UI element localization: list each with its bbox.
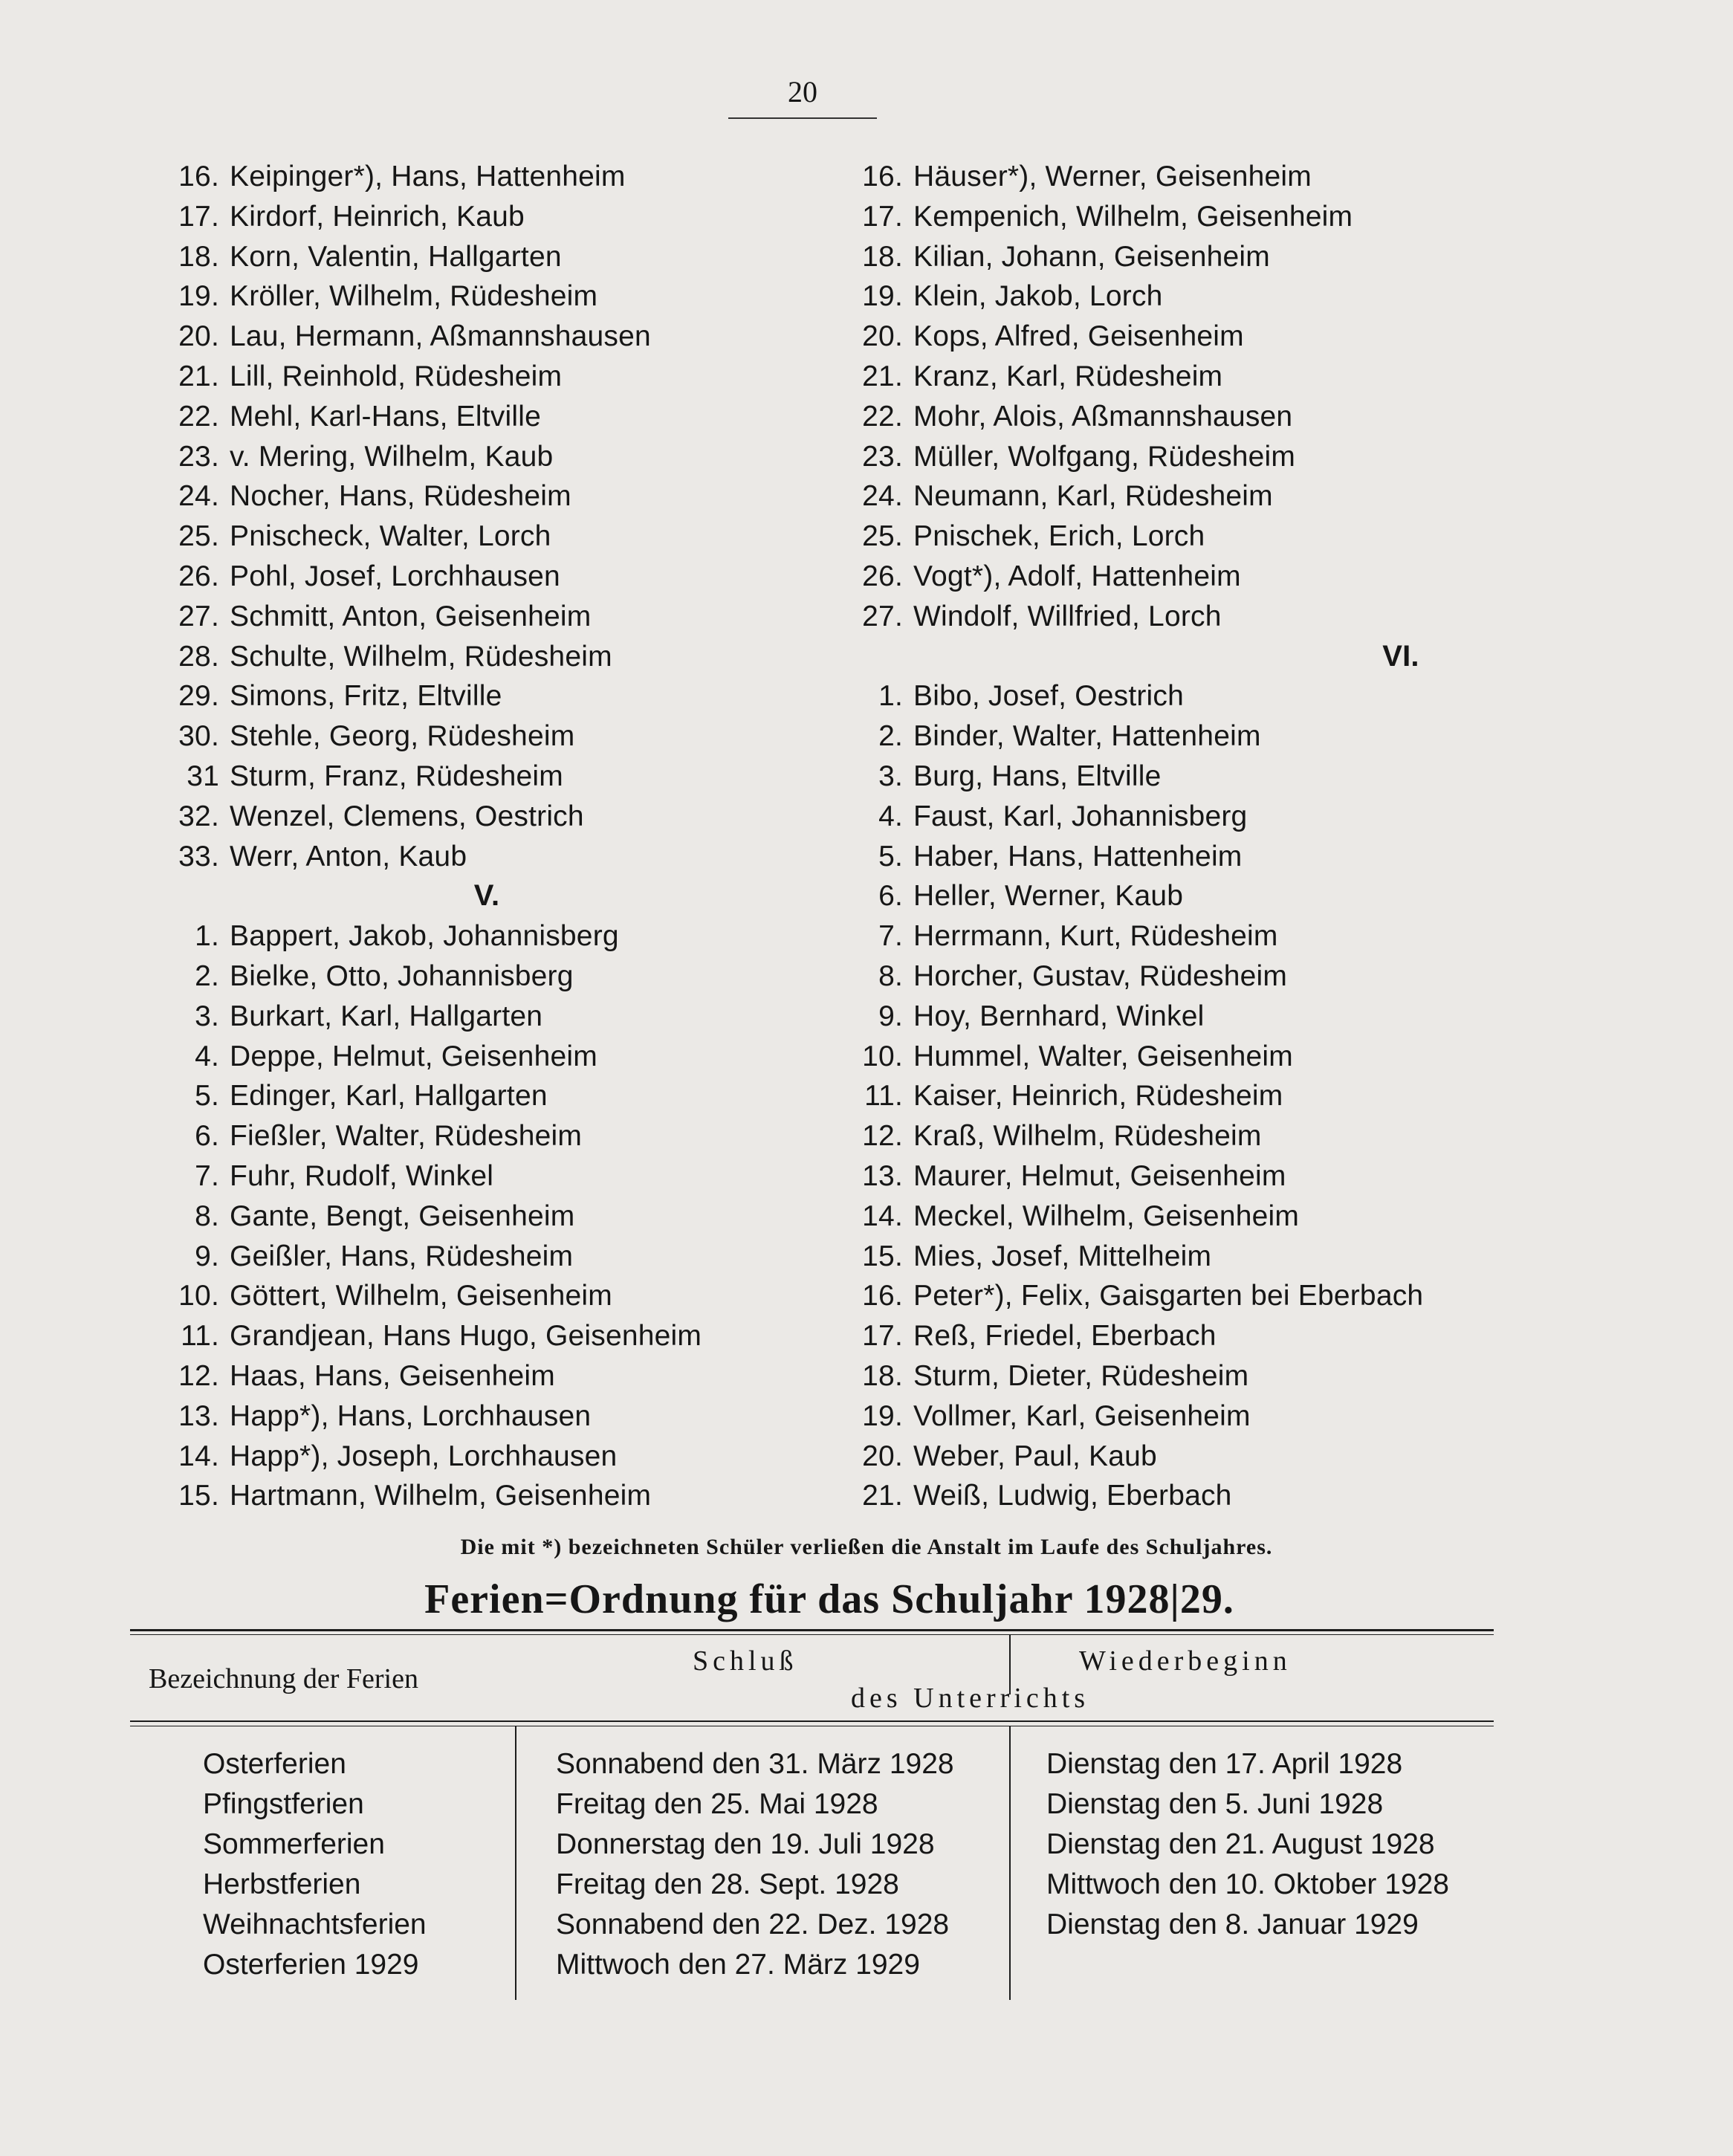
list-item bbox=[843, 1156, 1676, 1197]
list-item bbox=[843, 1276, 1676, 1316]
list-item-number: 27. bbox=[178, 600, 219, 632]
list-item-text: Göttert, Wilhelm, Geisenheim bbox=[230, 1280, 612, 1312]
list-item-number: 8. bbox=[878, 959, 903, 992]
holiday-restart-cell: Dienstag den 5. Juni 1928 bbox=[1046, 1788, 1384, 1820]
list-item-number: 17. bbox=[178, 200, 219, 233]
header-restart: Wiederbeginn bbox=[1079, 1645, 1292, 1677]
header-end: Schluß bbox=[693, 1645, 798, 1677]
list-item bbox=[160, 1156, 873, 1197]
list-item bbox=[160, 1037, 873, 1077]
list-item bbox=[160, 476, 873, 517]
list-item bbox=[160, 357, 873, 397]
list-item-text: Maurer, Helmut, Geisenheim bbox=[913, 1159, 1286, 1192]
list-item bbox=[160, 797, 873, 837]
list-item-number: 21. bbox=[862, 1480, 903, 1512]
list-item bbox=[843, 876, 1676, 916]
list-item-number: 12. bbox=[178, 1359, 219, 1392]
holiday-end-cell: Donnerstag den 19. Juli 1928 bbox=[556, 1828, 935, 1860]
list-item bbox=[160, 1476, 873, 1516]
list-item-text: Heller, Werner, Kaub bbox=[913, 880, 1184, 913]
list-item-number: 25. bbox=[178, 520, 219, 553]
list-item-text: Faust, Karl, Johannisberg bbox=[913, 800, 1248, 832]
list-item bbox=[843, 437, 1676, 477]
table-row bbox=[0, 1909, 1733, 1949]
list-item bbox=[843, 1356, 1676, 1396]
list-item-text: Peter*), Felix, Gaisgarten bei Eberbach bbox=[913, 1280, 1424, 1312]
list-item-text: Kilian, Johann, Geisenheim bbox=[913, 240, 1270, 273]
list-item bbox=[160, 757, 873, 797]
list-item-number: 33. bbox=[178, 840, 219, 873]
list-item bbox=[160, 397, 873, 437]
list-item bbox=[160, 1437, 873, 1477]
list-item bbox=[843, 1437, 1676, 1477]
list-item bbox=[160, 1197, 873, 1237]
holiday-restart-cell: Mittwoch den 10. Oktober 1928 bbox=[1046, 1868, 1449, 1900]
student-list-left-column bbox=[160, 157, 873, 1516]
table-row bbox=[0, 1868, 1733, 1909]
list-item bbox=[843, 716, 1676, 757]
list-item-text: Binder, Walter, Hattenheim bbox=[913, 720, 1261, 753]
list-item-text: Geißler, Hans, Rüdesheim bbox=[230, 1240, 574, 1272]
list-item-text: Happ*), Joseph, Lorchhausen bbox=[230, 1440, 618, 1472]
list-item-text: Reß, Friedel, Eberbach bbox=[913, 1320, 1217, 1353]
list-item-number: 18. bbox=[178, 240, 219, 273]
list-item-number: 22. bbox=[862, 400, 903, 433]
list-item-number: 17. bbox=[862, 1320, 903, 1353]
list-item bbox=[843, 276, 1676, 317]
list-item-text: Haas, Hans, Geisenheim bbox=[230, 1359, 555, 1392]
list-item-number: 25. bbox=[862, 520, 903, 553]
list-item-number: 10. bbox=[862, 1040, 903, 1072]
holiday-end-cell: Mittwoch den 27. März 1929 bbox=[556, 1949, 920, 1981]
list-item bbox=[843, 157, 1676, 197]
list-item-text: Deppe, Helmut, Geisenheim bbox=[230, 1040, 597, 1072]
list-item bbox=[160, 956, 873, 997]
holiday-end-cell: Freitag den 28. Sept. 1928 bbox=[556, 1868, 899, 1900]
list-item-number: 21. bbox=[862, 360, 903, 392]
list-item-number: 30. bbox=[178, 720, 219, 753]
table-row bbox=[0, 1949, 1733, 1989]
list-item-text: Keipinger*), Hans, Hattenheim bbox=[230, 161, 626, 192]
footnote: Die mit *) bezeichneten Schüler verließen die Anstalt im Laufe des Schuljahres. bbox=[460, 1535, 1273, 1559]
list-item-number: 16. bbox=[178, 161, 219, 192]
list-item bbox=[160, 1076, 873, 1116]
table-row bbox=[0, 1828, 1733, 1868]
list-item-text: Bappert, Jakob, Johannisberg bbox=[230, 920, 619, 953]
list-item-text: Weiß, Ludwig, Eberbach bbox=[913, 1480, 1232, 1512]
list-item-text: Häuser*), Werner, Geisenheim bbox=[913, 161, 1312, 192]
list-item bbox=[160, 276, 873, 317]
list-item-text: Kirdorf, Heinrich, Kaub bbox=[230, 200, 525, 233]
list-item bbox=[160, 676, 873, 716]
list-item-number: 12. bbox=[862, 1120, 903, 1153]
table-row bbox=[0, 1788, 1733, 1828]
list-item bbox=[843, 1316, 1676, 1356]
list-item bbox=[160, 157, 873, 197]
list-item bbox=[843, 837, 1676, 877]
holiday-end-cell: Freitag den 25. Mai 1928 bbox=[556, 1788, 878, 1820]
list-item-text: Fießler, Walter, Rüdesheim bbox=[230, 1120, 583, 1153]
list-item bbox=[843, 1237, 1676, 1277]
holiday-name-cell: Osterferien bbox=[203, 1748, 346, 1780]
list-item bbox=[843, 1116, 1676, 1156]
list-item-text: Hartmann, Wilhelm, Geisenheim bbox=[230, 1480, 652, 1512]
header-of-lessons: des Unterrichts bbox=[851, 1683, 1090, 1714]
list-item-text: Müller, Wolfgang, Rüdesheim bbox=[913, 440, 1296, 473]
list-item-number: 7. bbox=[195, 1159, 219, 1192]
list-item bbox=[160, 916, 873, 956]
list-item-number: 14. bbox=[862, 1200, 903, 1232]
list-item-number: 10. bbox=[178, 1280, 219, 1312]
class-iv-continued-list bbox=[160, 157, 873, 876]
list-item bbox=[843, 517, 1676, 557]
list-item-text: Horcher, Gustav, Rüdesheim bbox=[913, 959, 1288, 992]
list-item-number: 28. bbox=[178, 640, 219, 673]
list-item-text: Burg, Hans, Eltville bbox=[913, 760, 1162, 792]
list-item-number: 19. bbox=[862, 280, 903, 313]
list-item bbox=[843, 1197, 1676, 1237]
class-vi-list bbox=[843, 676, 1676, 1516]
list-item bbox=[160, 317, 873, 357]
list-item-number: 11. bbox=[181, 1320, 219, 1353]
class-v-continued-list bbox=[843, 157, 1676, 637]
holiday-name-cell: Weihnachtsferien bbox=[203, 1909, 427, 1940]
list-item-text: Burkart, Karl, Hallgarten bbox=[230, 1000, 543, 1032]
list-item-text: v. Mering, Wilhelm, Kaub bbox=[230, 440, 554, 473]
list-item-number: 11. bbox=[864, 1080, 903, 1113]
list-item bbox=[843, 916, 1676, 956]
list-item bbox=[843, 797, 1676, 837]
list-item-text: Mies, Josef, Mittelheim bbox=[913, 1240, 1212, 1272]
list-item-text: Kops, Alfred, Geisenheim bbox=[913, 320, 1244, 353]
list-item-text: Bielke, Otto, Johannisberg bbox=[230, 959, 574, 992]
list-item-number: 8. bbox=[195, 1200, 219, 1232]
list-item-number: 20. bbox=[862, 320, 903, 353]
list-item-text: Kröller, Wilhelm, Rüdesheim bbox=[230, 280, 598, 313]
list-item-number: 16. bbox=[862, 1280, 903, 1312]
list-item-number: 22. bbox=[178, 400, 219, 433]
holiday-name-cell: Osterferien 1929 bbox=[203, 1949, 419, 1981]
list-item-number: 16. bbox=[862, 161, 903, 192]
list-item-number: 9. bbox=[195, 1240, 219, 1272]
list-item-text: Vollmer, Karl, Geisenheim bbox=[913, 1399, 1251, 1432]
list-item bbox=[160, 1237, 873, 1277]
list-item-text: Simons, Fritz, Eltville bbox=[230, 680, 502, 713]
list-item-number: 23. bbox=[862, 440, 903, 473]
list-item bbox=[843, 397, 1676, 437]
list-item bbox=[160, 716, 873, 757]
holiday-restart-cell: Dienstag den 17. April 1928 bbox=[1046, 1748, 1403, 1780]
list-item bbox=[160, 557, 873, 597]
list-item-number: 2. bbox=[195, 959, 219, 992]
header-holiday-name: Bezeichnung der Ferien bbox=[149, 1663, 418, 1694]
class-v-list bbox=[160, 916, 873, 1516]
list-item-number: 5. bbox=[878, 840, 903, 873]
table-row bbox=[0, 1748, 1733, 1788]
list-item bbox=[843, 237, 1676, 277]
list-item-text: Haber, Hans, Hattenheim bbox=[913, 840, 1243, 873]
list-item bbox=[843, 1037, 1676, 1077]
list-item bbox=[843, 757, 1676, 797]
student-list-right-column bbox=[843, 157, 1676, 1516]
list-item-text: Kaiser, Heinrich, Rüdesheim bbox=[913, 1080, 1283, 1113]
list-item-text: Fuhr, Rudolf, Winkel bbox=[230, 1159, 494, 1192]
list-item-number: 29. bbox=[178, 680, 219, 713]
list-item-text: Pnischek, Erich, Lorch bbox=[913, 520, 1205, 553]
list-item-text: Grandjean, Hans Hugo, Geisenheim bbox=[230, 1320, 702, 1353]
holiday-end-cell: Sonnabend den 22. Dez. 1928 bbox=[556, 1909, 950, 1940]
holiday-name-cell: Pfingstferien bbox=[203, 1788, 364, 1820]
list-item-number: 13. bbox=[178, 1399, 219, 1432]
list-item-number: 6. bbox=[195, 1120, 219, 1153]
table-top-rule bbox=[130, 1629, 1494, 1631]
list-item-text: Mohr, Alois, Aßmannshausen bbox=[913, 400, 1293, 433]
list-item bbox=[843, 1476, 1676, 1516]
class-v-heading: V. bbox=[473, 879, 500, 913]
list-item-number: 21. bbox=[178, 360, 219, 392]
table-top-rule-thin bbox=[130, 1634, 1494, 1635]
list-item bbox=[843, 676, 1676, 716]
list-item-text: Kranz, Karl, Rüdesheim bbox=[913, 360, 1223, 392]
list-item bbox=[160, 237, 873, 277]
class-vi-heading: VI. bbox=[1382, 639, 1419, 673]
list-item-text: Nocher, Hans, Rüdesheim bbox=[230, 480, 571, 513]
holiday-restart-cell: Dienstag den 21. August 1928 bbox=[1046, 1828, 1435, 1860]
list-item bbox=[160, 517, 873, 557]
list-item bbox=[160, 637, 873, 677]
holiday-name-cell: Herbstferien bbox=[203, 1868, 361, 1900]
list-item-number: 24. bbox=[178, 480, 219, 513]
list-item-text: Korn, Valentin, Hallgarten bbox=[230, 240, 562, 273]
list-item-text: Lau, Hermann, Aßmannshausen bbox=[230, 320, 651, 353]
list-item-text: Klein, Jakob, Lorch bbox=[913, 280, 1163, 313]
list-item-text: Stehle, Georg, Rüdesheim bbox=[230, 720, 575, 753]
holiday-name-cell: Sommerferien bbox=[203, 1828, 385, 1860]
list-item bbox=[843, 476, 1676, 517]
list-item-text: Weber, Paul, Kaub bbox=[913, 1440, 1157, 1472]
list-item-number: 17. bbox=[862, 200, 903, 233]
page-number: 20 bbox=[788, 75, 817, 109]
page-number-rule bbox=[728, 117, 877, 119]
list-item-text: Herrmann, Kurt, Rüdesheim bbox=[913, 920, 1278, 953]
list-item bbox=[160, 197, 873, 237]
list-item-text: Kempenich, Wilhelm, Geisenheim bbox=[913, 200, 1353, 233]
list-item-text: Happ*), Hans, Lorchhausen bbox=[230, 1399, 592, 1432]
list-item-number: 18. bbox=[862, 240, 903, 273]
list-item-number: 1. bbox=[878, 680, 903, 713]
list-item bbox=[843, 997, 1676, 1037]
list-item-number: 26. bbox=[178, 560, 219, 592]
list-item bbox=[160, 1276, 873, 1316]
list-item-number: 1. bbox=[195, 920, 219, 953]
list-item-number: 3. bbox=[878, 760, 903, 792]
table-header-rule bbox=[130, 1720, 1494, 1722]
list-item bbox=[160, 1316, 873, 1356]
list-item-number: 15. bbox=[862, 1240, 903, 1272]
list-item-text: Schmitt, Anton, Geisenheim bbox=[230, 600, 592, 632]
list-item-number: 26. bbox=[862, 560, 903, 592]
list-item-number: 14. bbox=[178, 1440, 219, 1472]
list-item-text: Neumann, Karl, Rüdesheim bbox=[913, 480, 1273, 513]
list-item-text: Wenzel, Clemens, Oestrich bbox=[230, 800, 584, 832]
list-item bbox=[160, 597, 873, 637]
list-item bbox=[160, 997, 873, 1037]
list-item-number: 7. bbox=[878, 920, 903, 953]
list-item-text: Lill, Reinhold, Rüdesheim bbox=[230, 360, 563, 392]
list-item-text: Gante, Bengt, Geisenheim bbox=[230, 1200, 575, 1232]
list-item-number: 2. bbox=[878, 720, 903, 753]
list-item-number: 13. bbox=[862, 1159, 903, 1192]
list-item bbox=[843, 956, 1676, 997]
list-item-text: Werr, Anton, Kaub bbox=[230, 840, 467, 873]
list-item-text: Hoy, Bernhard, Winkel bbox=[913, 1000, 1205, 1032]
list-item bbox=[843, 557, 1676, 597]
list-item-text: Pohl, Josef, Lorchhausen bbox=[230, 560, 560, 592]
list-item-number: 4. bbox=[195, 1040, 219, 1072]
list-item bbox=[843, 357, 1676, 397]
list-item-number: 23. bbox=[178, 440, 219, 473]
list-item-number: 19. bbox=[178, 280, 219, 313]
list-item-number: 31 bbox=[187, 760, 219, 792]
list-item-text: Hummel, Walter, Geisenheim bbox=[913, 1040, 1293, 1072]
holiday-schedule-title: Ferien=Ordnung für das Schuljahr 1928|29. bbox=[424, 1576, 1234, 1622]
holiday-restart-cell: Dienstag den 8. Januar 1929 bbox=[1046, 1909, 1419, 1940]
list-item bbox=[160, 1356, 873, 1396]
list-item-number: 27. bbox=[862, 600, 903, 632]
list-item bbox=[843, 1396, 1676, 1437]
list-item-text: Bibo, Josef, Oestrich bbox=[913, 680, 1185, 713]
list-item-number: 32. bbox=[178, 800, 219, 832]
list-item-number: 20. bbox=[178, 320, 219, 353]
list-item-text: Meckel, Wilhelm, Geisenheim bbox=[913, 1200, 1300, 1232]
list-item bbox=[843, 1076, 1676, 1116]
list-item-number: 18. bbox=[862, 1359, 903, 1392]
list-item bbox=[160, 437, 873, 477]
list-item-number: 19. bbox=[862, 1399, 903, 1432]
list-item bbox=[160, 1116, 873, 1156]
list-item-text: Kraß, Wilhelm, Rüdesheim bbox=[913, 1120, 1262, 1153]
list-item bbox=[843, 317, 1676, 357]
list-item-text: Windolf, Willfried, Lorch bbox=[913, 600, 1222, 632]
list-item bbox=[160, 837, 873, 877]
list-item-text: Mehl, Karl-Hans, Eltville bbox=[230, 400, 541, 433]
list-item bbox=[843, 597, 1676, 637]
list-item-text: Sturm, Dieter, Rüdesheim bbox=[913, 1359, 1249, 1392]
list-item-number: 5. bbox=[195, 1080, 219, 1113]
list-item-number: 20. bbox=[862, 1440, 903, 1472]
list-item-number: 3. bbox=[195, 1000, 219, 1032]
list-item-number: 9. bbox=[878, 1000, 903, 1032]
list-item-number: 4. bbox=[878, 800, 903, 832]
list-item-number: 24. bbox=[862, 480, 903, 513]
list-item bbox=[160, 1396, 873, 1437]
list-item-text: Schulte, Wilhelm, Rüdesheim bbox=[230, 640, 612, 673]
list-item-text: Edinger, Karl, Hallgarten bbox=[230, 1080, 548, 1113]
list-item-number: 15. bbox=[178, 1480, 219, 1512]
holiday-end-cell: Sonnabend den 31. März 1928 bbox=[556, 1748, 954, 1780]
list-item-text: Pnischeck, Walter, Lorch bbox=[230, 520, 551, 553]
list-item-text: Sturm, Franz, Rüdesheim bbox=[230, 760, 563, 792]
list-item-text: Vogt*), Adolf, Hattenheim bbox=[913, 560, 1241, 592]
list-item bbox=[843, 197, 1676, 237]
list-item-number: 6. bbox=[878, 880, 903, 913]
